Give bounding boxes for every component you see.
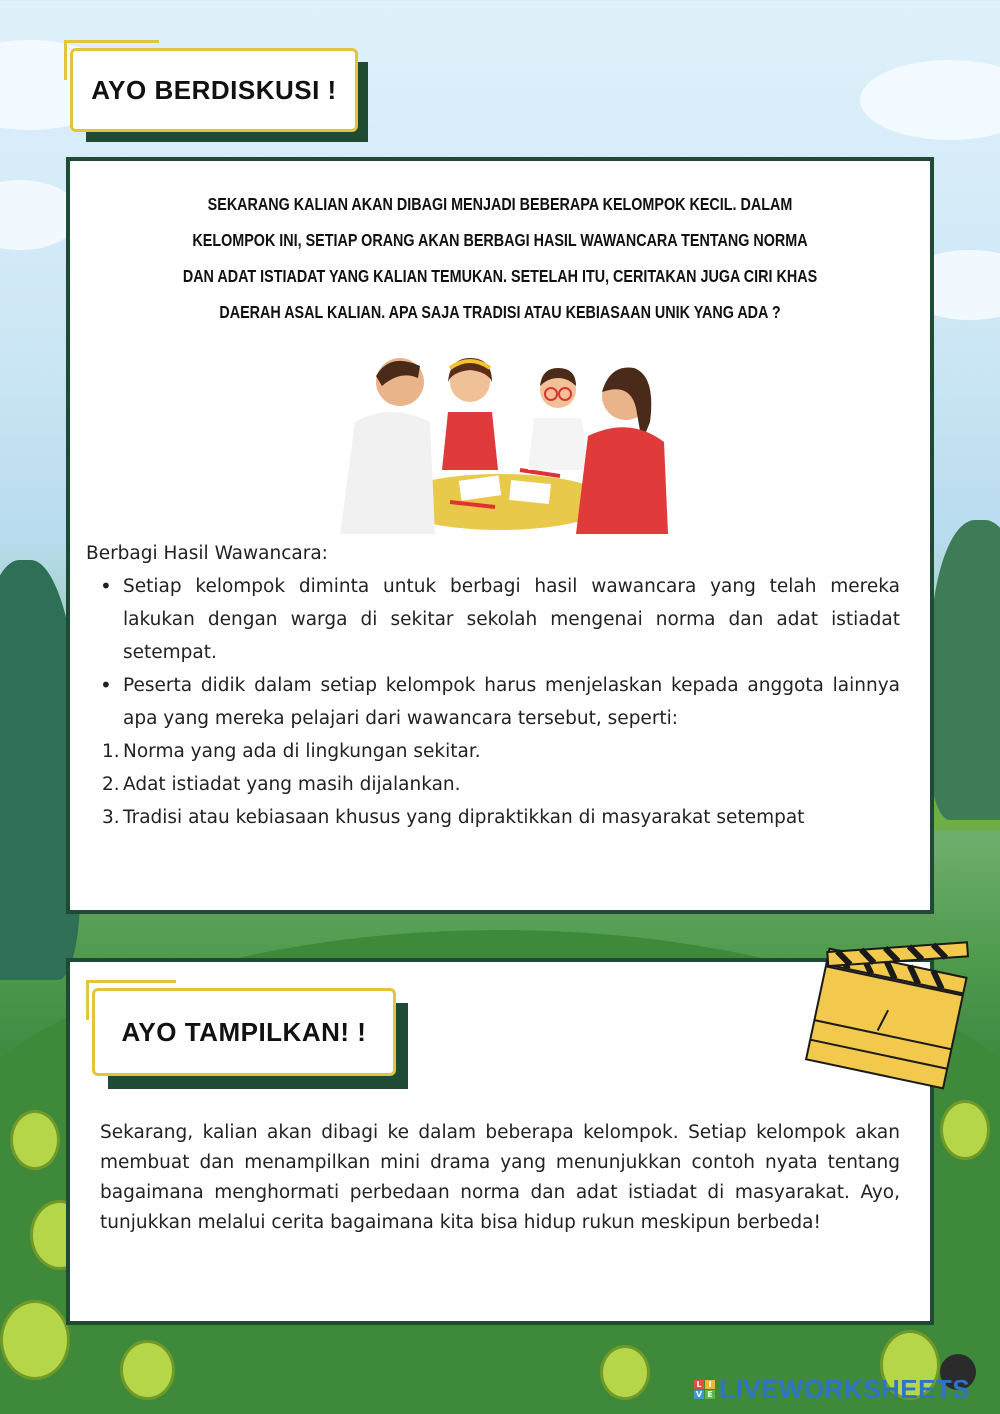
logo-text: LIVEWORKSHEETS: [719, 1374, 971, 1404]
list-item: [86, 768, 900, 801]
sharing-list: [86, 537, 900, 834]
numbered-list: [86, 735, 900, 834]
logo-letter: I: [705, 1380, 715, 1389]
list-item: • Peserta didik dalam setiap kelompok harus menjelaskan kepada anggota lainnya apa yang mereka pelajari dari wawancara tersebut, seperti:: [86, 669, 900, 735]
section1-heading: AYO BERDISKUSI !: [70, 48, 358, 132]
item-text: Norma yang ada di lingkungan sekitar.: [123, 741, 481, 762]
tree: [930, 520, 1000, 820]
logo-mark: [694, 1380, 715, 1399]
cloud: [860, 60, 1000, 140]
item-number: 1.: [102, 741, 120, 762]
item-text: Adat istiadat yang masih dijalankan.: [123, 774, 461, 795]
section2-paragraph: Sekarang, kalian akan dibagi ke dalam beberapa kelompok. Setiap kelompok akan membuat dan menampilkan mini drama yang menunjukkan contoh nyata tentang bagaimana menghormati perbedaan norma dan adat istiadat di masyarakat. Ayo, tunjukkan melalui cerita bagaimana kita bisa hidup rukun meskipun berbeda!: [100, 1122, 900, 1233]
bullet-list: [86, 570, 900, 735]
clapperboard-icon: [796, 940, 971, 1090]
list-title: Berbagi Hasil Wawancara:: [86, 543, 328, 564]
section1-intro: SEKARANG KALIAN AKAN DIBAGI MENJADI BEBERAPA KELOMPOK KECIL. DALAM KELOMPOK INI, SETIAP ORANG AKAN BERBAGI HASIL WAWANCARA TENTANG NORMA DAN ADAT ISTIADAT YANG KALIAN TEMUKAN. SETELAH ITU, CERITAKAN JUGA CIRI KHAS DAERAH ASAL KALIAN. APA SAJA TRADISI ATAU KEBIASAAN UNIK YANG ADA ?: [182, 194, 818, 322]
item-number: 3.: [102, 807, 120, 828]
discussion-illustration: [330, 352, 670, 534]
leaf: [600, 1345, 650, 1400]
logo-letter: L: [694, 1380, 704, 1389]
list-item: [86, 735, 900, 768]
item-text: Tradisi atau kebiasaan khusus yang dipraktikkan di masyarakat setempat: [123, 807, 805, 828]
leaf: [10, 1110, 60, 1170]
leaf: [120, 1340, 175, 1400]
list-item: • Setiap kelompok diminta untuk berbagi hasil wawancara yang telah mereka lakukan dengan warga di sekitar sekolah mengenai norma dan adat istiadat setempat.: [86, 570, 900, 669]
section2-heading: AYO TAMPILKAN! !: [92, 988, 396, 1076]
list-item: [86, 801, 900, 834]
logo-letter: E: [705, 1390, 715, 1399]
logo-letter: V: [695, 1390, 703, 1399]
leaf: [940, 1100, 990, 1160]
liveworksheets-logo[interactable]: [694, 1374, 970, 1405]
leaf: [0, 1300, 70, 1380]
item-number: 2.: [102, 774, 120, 795]
